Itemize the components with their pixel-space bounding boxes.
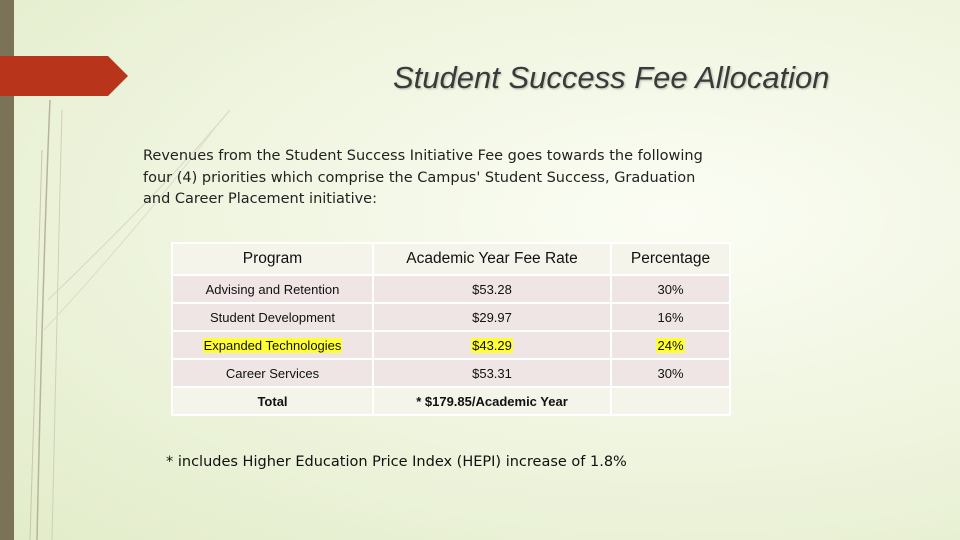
intro-paragraph: Revenues from the Student Success Initiative Fee goes towards the following four (4) priorities which comprise the Campus' Student Success, Graduation and Career Placement initiative: (143, 148, 703, 207)
rate-cell: $29.97 (373, 303, 611, 331)
rate-cell: $53.28 (373, 275, 611, 303)
program-cell: Career Services (172, 359, 373, 387)
arrow-tab-icon (0, 56, 128, 96)
percent-cell: 30% (611, 359, 730, 387)
total-label: Total (172, 387, 373, 415)
total-percent (611, 387, 730, 415)
table-row-highlighted (172, 331, 730, 359)
fee-allocation-table (171, 242, 731, 416)
program-cell (172, 331, 373, 359)
header-fee-rate: Academic Year Fee Rate (373, 243, 611, 275)
rate-cell (373, 331, 611, 359)
table-row (172, 303, 730, 331)
table-total-row (172, 387, 730, 415)
header-percentage: Percentage (611, 243, 730, 275)
footnote: * includes Higher Education Price Index (HEPI) increase of 1.8% (166, 454, 627, 470)
rate-cell: $53.31 (373, 359, 611, 387)
slide-title: Student Success Fee Allocation (393, 60, 830, 95)
header-program: Program (172, 243, 373, 275)
highlighted-text: $43.29 (472, 337, 512, 353)
program-cell: Student Development (172, 303, 373, 331)
percent-cell: 16% (611, 303, 730, 331)
table-row (172, 275, 730, 303)
percent-cell: 30% (611, 275, 730, 303)
percent-cell (611, 331, 730, 359)
table-row (172, 359, 730, 387)
table-header-row (172, 243, 730, 275)
total-rate: * $179.85/Academic Year (373, 387, 611, 415)
program-cell: Advising and Retention (172, 275, 373, 303)
highlighted-text: 24% (657, 337, 684, 353)
highlighted-text: Expanded Technologies (203, 337, 342, 353)
